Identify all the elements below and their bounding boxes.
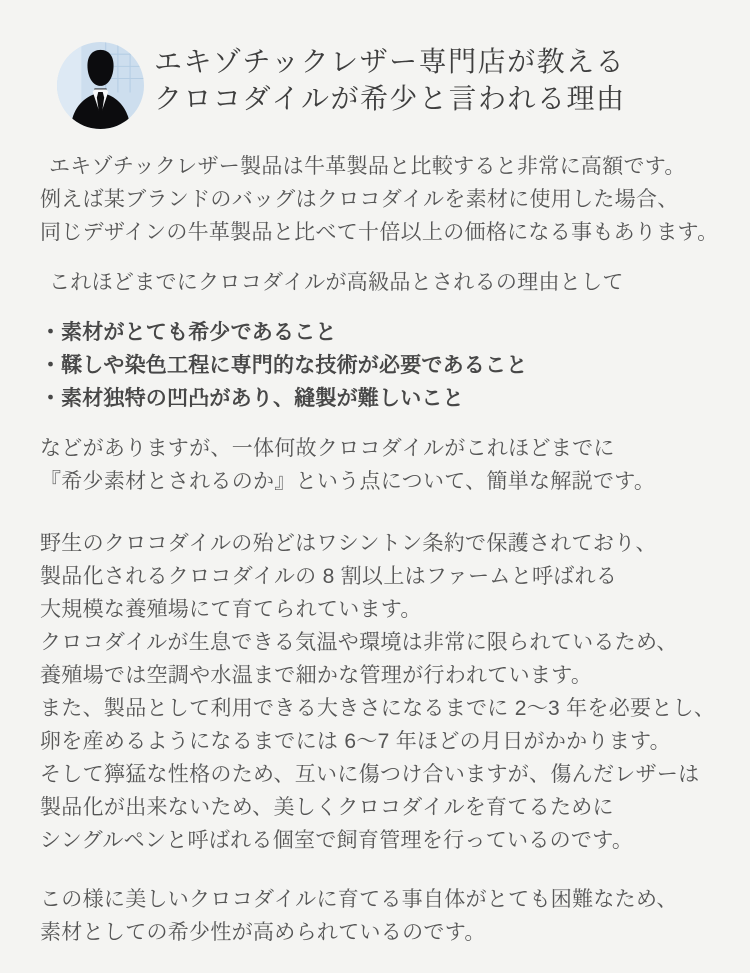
text-line: 養殖場では空調や水温まで細かな管理が行われています。 — [40, 664, 593, 687]
text-line: 製品化が出来ないため、美しくクロコダイルを育てるために — [40, 796, 614, 819]
reason-text: 素材がとても希少であること — [61, 321, 337, 344]
text-line: 『希少素材とされるのか』という点について、簡単な解説です。 — [40, 470, 656, 493]
bullet-dot-icon: ・ — [40, 387, 62, 410]
bullet-dot-icon: ・ — [40, 321, 62, 344]
article-body — [0, 150, 750, 973]
text-line: などがありますが、一体何故クロコダイルがこれほどまでに — [40, 437, 615, 460]
text-line: 卵を産めるようになるまでには 6～7 年ほどの月日がかかります。 — [40, 730, 671, 753]
text-line: 同じデザインの牛革製品と比べて十倍以上の価格になる事もあります。 — [40, 221, 719, 244]
reason-item — [40, 382, 720, 415]
text-line: また、製品として利用できる大きさになるまでに 2～3 年を必要とし、 — [40, 697, 716, 720]
article-header — [0, 0, 750, 150]
reason-list — [40, 316, 720, 415]
text-line: 大規模な養殖場にて育てられています。 — [40, 598, 422, 621]
reason-item — [40, 316, 720, 349]
reason-text: 鞣しや染色工程に専門的な技術が必要であること — [61, 354, 528, 377]
text-line: 例えば某ブランドのバッグはクロコダイルを素材に使用した場合、 — [40, 188, 679, 211]
paragraph-reasons-lead: これほどまでにクロコダイルが高級品とされるの理由として — [49, 271, 624, 294]
paragraph-transition — [40, 432, 720, 498]
page-title-line-1: エキゾチックレザー専門店が教える — [154, 47, 626, 78]
paragraph-farming — [40, 527, 720, 857]
paragraph-conclusion — [40, 883, 720, 949]
paragraph-intro — [40, 150, 720, 249]
text-line: エキゾチックレザー製品は牛革製品と比較すると非常に高額です。 — [49, 155, 686, 178]
page-title — [154, 44, 625, 118]
businessman-avatar-icon — [57, 42, 144, 129]
text-line: 野生のクロコダイルの殆どはワシントン条約で保護されており、 — [40, 532, 657, 555]
text-line: 素材としての希少性が高められているのです。 — [40, 921, 486, 944]
text-line: そして獰猛な性格のため、互いに傷つけ合いますが、傷んだレザーは — [40, 763, 700, 786]
text-line: クロコダイルが生息できる気温や環境は非常に限られているため、 — [40, 631, 678, 654]
text-line: この様に美しいクロコダイルに育てる事自体がとても困難なため、 — [40, 888, 678, 911]
text-line: 製品化されるクロコダイルの 8 割以上はファームと呼ばれる — [40, 565, 618, 588]
page-title-line-2: クロコダイルが希少と言われる理由 — [154, 84, 626, 115]
bullet-dot-icon: ・ — [40, 354, 62, 377]
reason-text: 素材独特の凹凸があり、縫製が難しいこと — [61, 387, 464, 410]
reason-item — [40, 349, 720, 382]
text-line: シングルペンと呼ばれる個室で飼育管理を行っているのです。 — [40, 829, 634, 852]
